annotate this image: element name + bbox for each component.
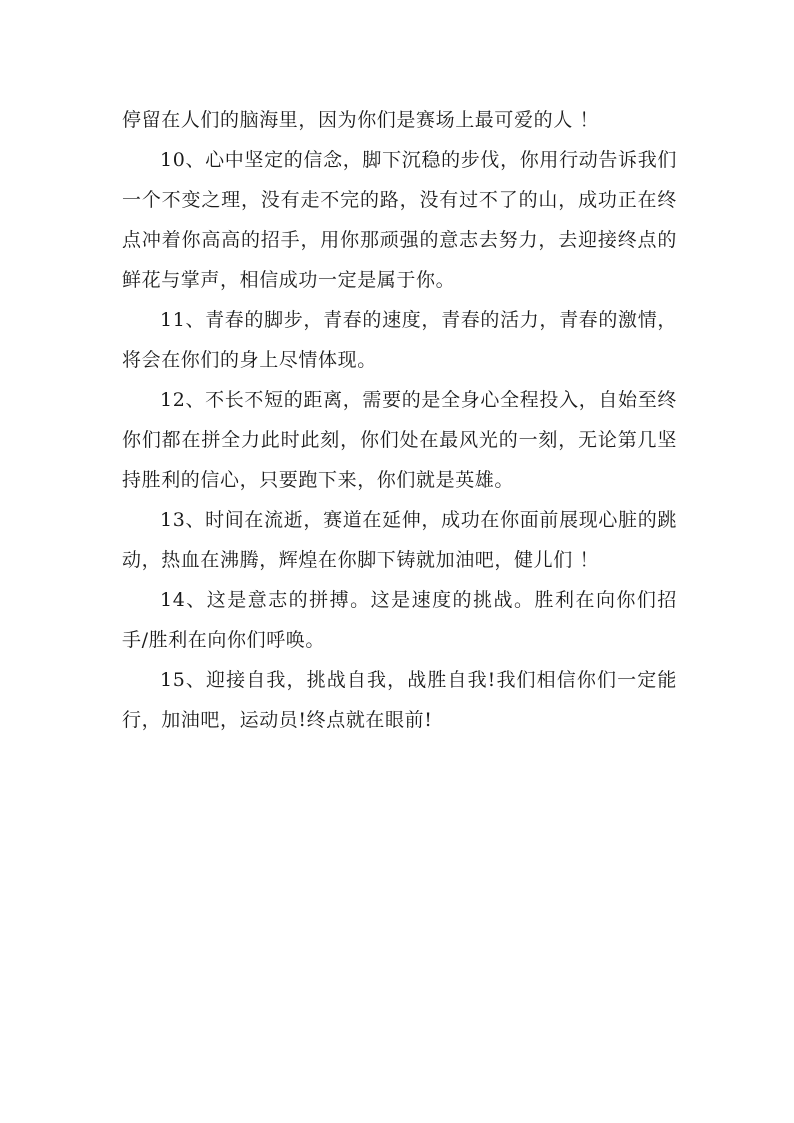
- paragraph-item-14: 14、这是意志的拼搏。这是速度的挑战。胜利在向你们招手/胜利在向你们呼唤。: [122, 589, 677, 651]
- paragraph-item-13: 13、时间在流逝，赛道在延伸，成功在你面前展现心脏的跳动，热血在沸腾，辉煌在你脚下铸就加油吧，健儿们 ！: [122, 509, 677, 571]
- paragraph-continued: 停留在人们的脑海里，因为你们是赛场上最可爱的人 ！: [122, 109, 600, 131]
- paragraph-item-11: 11、青春的脚步，青春的速度，青春的活力，青春的激情，将会在你们的身上尽情体现。: [122, 309, 677, 371]
- paragraph-item-10: 10、心中坚定的信念，脚下沉稳的步伐，你用行动告诉我们一个不变之理，没有走不完的路，没有过不了的山，成功正在终点冲着你高高的招手，用你那顽强的意志去努力，去迎接终点的鲜花与掌声，相信成功一定是属于你。: [122, 149, 677, 291]
- paragraph-item-12: 12、不长不短的距离，需要的是全身心全程投入，自始至终你们都在拼全力此时此刻，你们处在最风光的一刻，无论第几坚持胜利的信心，只要跑下来，你们就是英雄。: [122, 389, 677, 491]
- paragraph-item-15: 15、迎接自我，挑战自我，战胜自我!我们相信你们一定能行，加油吧，运动员!终点就在眼前!: [122, 669, 677, 731]
- document-body: [122, 100, 677, 740]
